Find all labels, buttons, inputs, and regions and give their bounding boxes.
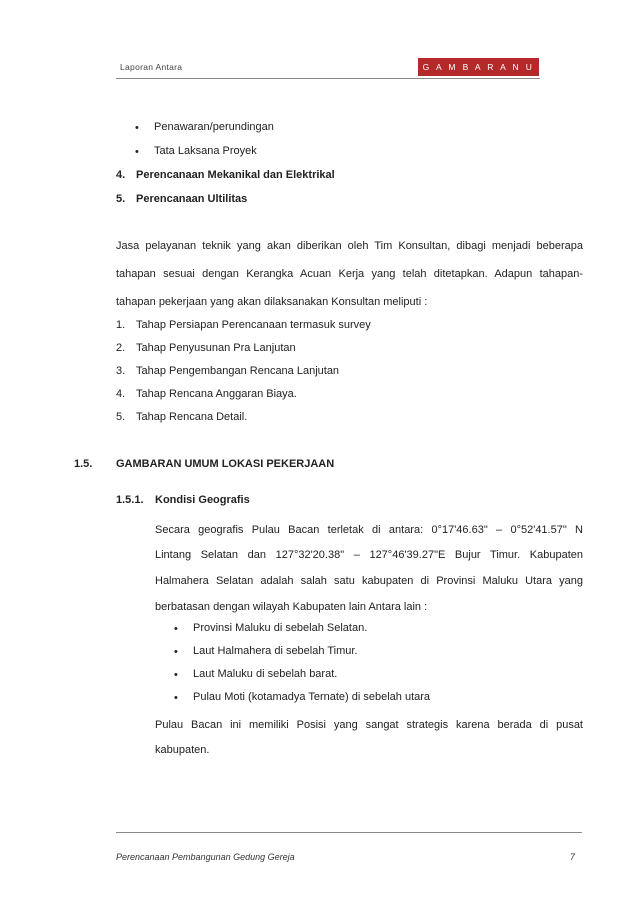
list-number: 3. <box>116 365 126 377</box>
bullet-item: Penawaran/perundingan <box>154 121 274 133</box>
paragraph-line: kabupaten. <box>155 744 210 756</box>
list-number: 4. <box>116 388 126 400</box>
bullet-item: Pulau Moti (kotamadya Ternate) di sebelah utara <box>193 691 431 703</box>
subsection-number: 1.5.1. <box>116 494 144 506</box>
list-item: Perencanaan Ultilitas <box>136 193 248 205</box>
list-item: Tahap Pengembangan Rencana Lanjutan <box>136 365 340 377</box>
list-number: 5. <box>116 193 126 205</box>
list-number: 2. <box>116 342 126 354</box>
section-number: 1.5. <box>74 458 93 470</box>
list-item: Tahap Penyusunan Pra Lanjutan <box>136 342 296 354</box>
paragraph-line: Pulau Bacan ini memiliki Posisi yang sangat strategis karena berada di pusat <box>155 719 583 731</box>
paragraph-line: Lintang Selatan dan 127°32'20.38" – 127°46'39.27"E Bujur Timur. Kabupaten <box>155 549 583 561</box>
page-number: 7 <box>570 852 576 862</box>
header-report-title: Laporan Antara <box>120 62 183 72</box>
subsection-title: Kondisi Geografis <box>155 494 250 506</box>
bullet-item: Laut Maluku di sebelah barat. <box>193 668 338 680</box>
bullet-item: Laut Halmahera di sebelah Timur. <box>193 645 358 657</box>
bullet-icon: • <box>174 692 178 704</box>
paragraph-line: tahapan sesuai dengan Kerangka Acuan Kerja yang telah ditetapkan. Adapun tahapan- <box>116 268 583 280</box>
bullet-icon: • <box>174 669 178 681</box>
paragraph-line: Halmahera Selatan adalah salah satu kabupaten di Provinsi Maluku Utara yang <box>155 575 583 587</box>
paragraph-line: tahapan pekerjaan yang akan dilaksanakan Konsultan meliputi : <box>116 296 428 308</box>
bullet-icon: • <box>174 623 178 635</box>
list-item: Tahap Rencana Detail. <box>136 411 248 423</box>
list-item: Tahap Rencana Anggaran Biaya. <box>136 388 297 400</box>
list-number: 4. <box>116 169 126 181</box>
list-item: Perencanaan Mekanikal dan Elektrikal <box>136 169 335 181</box>
paragraph-line: Secara geografis Pulau Bacan terletak di antara: 0°17'46.63" – 0°52'41.57" N <box>155 524 583 536</box>
list-item: Tahap Persiapan Perencanaan termasuk survey <box>136 319 371 331</box>
footer-divider <box>116 832 582 833</box>
bullet-icon: • <box>174 646 178 658</box>
list-number: 1. <box>116 319 126 331</box>
list-number: 5. <box>116 411 126 423</box>
paragraph-line: berbatasan dengan wilayah Kabupaten lain Antara lain : <box>155 601 428 613</box>
paragraph-line: Jasa pelayanan teknik yang akan diberikan oleh Tim Konsultan, dibagi menjadi beberapa <box>116 240 583 252</box>
section-title: GAMBARAN UMUM LOKASI PEKERJAAN <box>116 458 335 470</box>
header-divider <box>116 78 540 79</box>
bullet-icon: • <box>135 122 139 134</box>
bullet-icon: • <box>135 146 139 158</box>
header-section-badge: G A M B A R A N U M U M <box>418 58 539 76</box>
footer-project-title: Perencanaan Pembangunan Gedung Gereja <box>116 852 295 862</box>
bullet-item: Tata Laksana Proyek <box>154 145 257 157</box>
bullet-item: Provinsi Maluku di sebelah Selatan. <box>193 622 368 634</box>
